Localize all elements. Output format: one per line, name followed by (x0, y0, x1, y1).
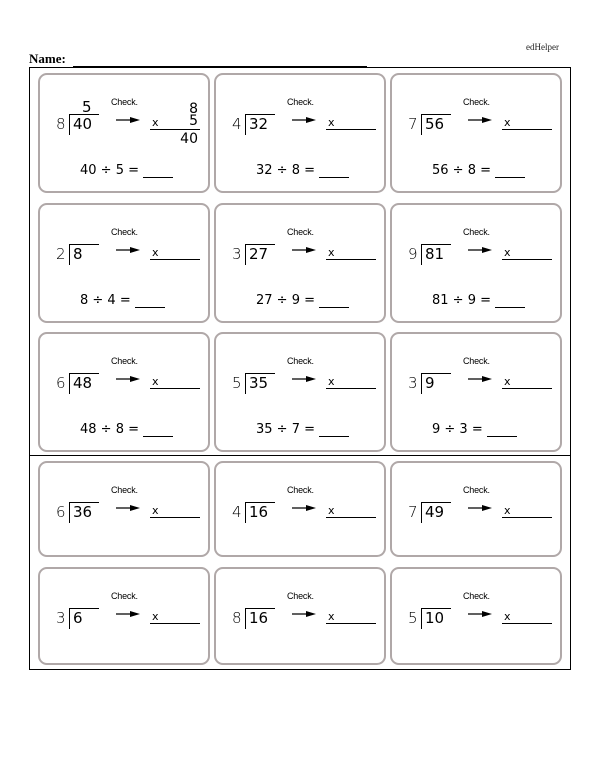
equation-text: 81 ÷ 9 = (432, 293, 491, 308)
problem-card (214, 567, 386, 665)
check-label: Check. (463, 227, 490, 237)
divisor: 6 (56, 374, 66, 392)
divisor: 6 (56, 503, 66, 521)
equation-answer-blank[interactable] (495, 296, 525, 308)
check-label: Check. (111, 227, 138, 237)
check-multiplication-line[interactable] (326, 117, 376, 130)
dividend: 48 (69, 373, 99, 394)
division-equation (80, 423, 173, 437)
equation-answer-blank[interactable] (143, 166, 173, 178)
arrow-right-icon (468, 496, 492, 502)
divisor: 5 (232, 374, 242, 392)
arrow-right-icon (116, 108, 140, 114)
divisor: 3 (232, 245, 242, 263)
arrow-right-icon (468, 367, 492, 373)
dividend: 6 (69, 608, 99, 629)
check-multiplication-line[interactable] (502, 247, 552, 260)
divisor: 2 (56, 245, 66, 263)
times-symbol: x (504, 246, 511, 259)
dividend: 10 (421, 608, 451, 629)
name-input-line[interactable] (73, 53, 367, 67)
divisor: 3 (408, 374, 418, 392)
times-symbol: x (152, 504, 159, 517)
arrow-right-icon (468, 238, 492, 244)
check-multiplication-line[interactable] (150, 113, 200, 130)
divisor: 8 (56, 115, 66, 133)
problem-card (38, 73, 210, 193)
dividend: 32 (245, 114, 275, 135)
problem-card (214, 461, 386, 557)
equation-text: 35 ÷ 7 = (256, 422, 315, 437)
check-multiplication-line[interactable] (326, 611, 376, 624)
check-label: Check. (287, 591, 314, 601)
problem-card (38, 461, 210, 557)
division-equation (432, 294, 525, 308)
division-equation (256, 423, 349, 437)
times-symbol: x (504, 610, 511, 623)
times-symbol: x (152, 375, 159, 388)
check-multiplication-line[interactable] (502, 611, 552, 624)
problem-card (390, 461, 562, 557)
arrow-right-icon (292, 108, 316, 114)
arrow-right-icon (292, 367, 316, 373)
check-multiplication-line[interactable] (150, 611, 200, 624)
arrow-right-icon (116, 602, 140, 608)
division-equation (256, 164, 349, 178)
check-multiplication-line[interactable] (326, 247, 376, 260)
equation-answer-blank[interactable] (495, 166, 525, 178)
divisor: 8 (232, 609, 242, 627)
divisor: 7 (408, 115, 418, 133)
problem-card (38, 567, 210, 665)
check-label: Check. (287, 97, 314, 107)
arrow-right-icon (468, 602, 492, 608)
check-multiplication-line[interactable] (502, 376, 552, 389)
times-symbol: x (152, 116, 159, 129)
times-symbol: x (328, 116, 335, 129)
dividend: 40 (69, 114, 99, 135)
times-symbol: x (152, 246, 159, 259)
arrow-right-icon (116, 238, 140, 244)
dividend: 81 (421, 244, 451, 265)
check-multiplication-line[interactable] (150, 505, 200, 518)
division-equation (80, 294, 165, 308)
times-symbol: x (504, 116, 511, 129)
equation-answer-blank[interactable] (135, 296, 165, 308)
check-label: Check. (463, 591, 490, 601)
division-equation (432, 423, 517, 437)
division-equation (432, 164, 525, 178)
divisor: 4 (232, 503, 242, 521)
problem-card (214, 73, 386, 193)
check-multiplicand: 8 (189, 101, 198, 117)
check-label: Check. (111, 485, 138, 495)
dividend: 16 (245, 502, 275, 523)
times-symbol: x (328, 246, 335, 259)
dividend: 35 (245, 373, 275, 394)
times-symbol: x (328, 504, 335, 517)
equation-text: 9 ÷ 3 = (432, 422, 483, 437)
dividend: 49 (421, 502, 451, 523)
arrow-right-icon (116, 367, 140, 373)
dividend: 8 (69, 244, 99, 265)
check-label: Check. (111, 591, 138, 601)
check-label: Check. (463, 97, 490, 107)
problem-card (390, 332, 562, 452)
divisor: 3 (56, 609, 66, 627)
problem-card (214, 332, 386, 452)
equation-text: 8 ÷ 4 = (80, 293, 131, 308)
dividend: 9 (421, 373, 451, 394)
section-divider (29, 455, 571, 456)
check-label: Check. (287, 485, 314, 495)
check-multiplication-line[interactable] (326, 505, 376, 518)
divisor: 9 (408, 245, 418, 263)
times-symbol: x (328, 375, 335, 388)
division-equation (256, 294, 349, 308)
division-equation (80, 164, 173, 178)
equation-text: 27 ÷ 9 = (256, 293, 315, 308)
equation-text: 32 ÷ 8 = (256, 163, 315, 178)
problem-card (390, 203, 562, 323)
divisor: 4 (232, 115, 242, 133)
check-label: Check. (111, 97, 138, 107)
times-symbol: x (328, 610, 335, 623)
times-symbol: x (504, 375, 511, 388)
check-multiplication-line[interactable] (150, 247, 200, 260)
equation-text: 56 ÷ 8 = (432, 163, 491, 178)
equation-answer-blank[interactable] (143, 425, 173, 437)
arrow-right-icon (468, 108, 492, 114)
check-label: Check. (111, 356, 138, 366)
check-multiplication-line[interactable] (326, 376, 376, 389)
check-multiplier: 5 (189, 113, 198, 129)
dividend: 36 (69, 502, 99, 523)
arrow-right-icon (116, 496, 140, 502)
times-symbol: x (152, 610, 159, 623)
equation-answer-blank[interactable] (319, 166, 349, 178)
name-label: Name: (29, 51, 66, 66)
dividend: 16 (245, 608, 275, 629)
arrow-right-icon (292, 496, 316, 502)
check-product: 40 (180, 131, 198, 147)
check-label: Check. (463, 485, 490, 495)
problem-card (38, 203, 210, 323)
problem-card (214, 203, 386, 323)
divisor: 7 (408, 503, 418, 521)
divisor: 5 (408, 609, 418, 627)
brand-label: edHelper (526, 42, 559, 52)
name-row (29, 51, 367, 67)
check-multiplication-line[interactable] (502, 505, 552, 518)
check-multiplication-line[interactable] (502, 117, 552, 130)
problem-card (390, 567, 562, 665)
times-symbol: x (504, 504, 511, 517)
equation-answer-blank[interactable] (487, 425, 517, 437)
equation-answer-blank[interactable] (319, 425, 349, 437)
equation-answer-blank[interactable] (319, 296, 349, 308)
arrow-right-icon (292, 238, 316, 244)
equation-text: 48 ÷ 8 = (80, 422, 139, 437)
check-label: Check. (463, 356, 490, 366)
problem-card (38, 332, 210, 452)
check-label: Check. (287, 227, 314, 237)
arrow-right-icon (292, 602, 316, 608)
check-label: Check. (287, 356, 314, 366)
dividend: 27 (245, 244, 275, 265)
dividend: 56 (421, 114, 451, 135)
quotient-answer[interactable]: 5 (82, 98, 92, 116)
problem-card (390, 73, 562, 193)
check-multiplication-line[interactable] (150, 376, 200, 389)
equation-text: 40 ÷ 5 = (80, 163, 139, 178)
